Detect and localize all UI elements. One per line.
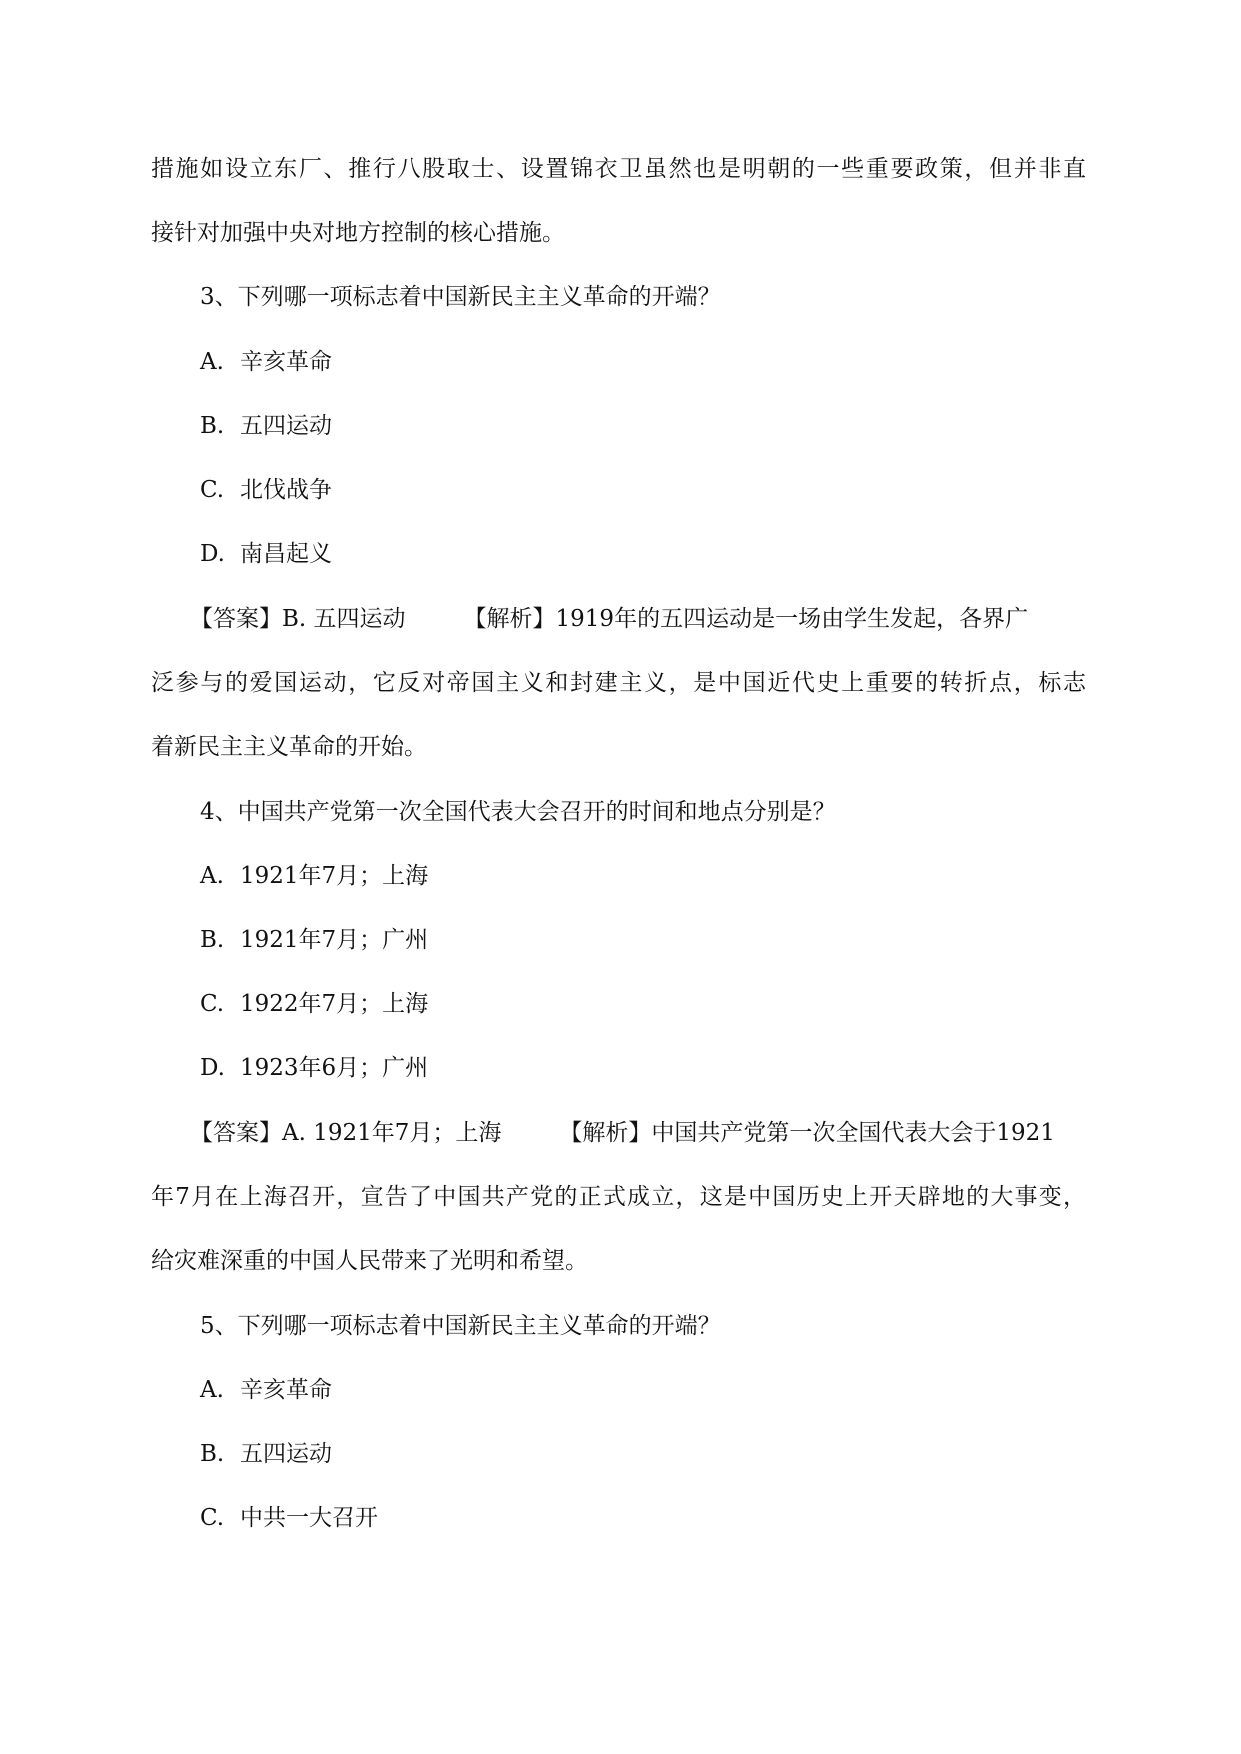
paragraph-line: 泛参与的爱国运动，它反对帝国主义和封建主义，是中国近代史上重要的转折点，标志 — [151, 670, 1086, 696]
paragraph-line: 措施如设立东厂、推行八股取士、设置锦衣卫虽然也是明朝的一些重要政策，但并非直 — [151, 156, 1086, 182]
option-letter: C. — [200, 1505, 225, 1531]
q4-answer-line — [190, 1118, 1055, 1148]
q4-option-d — [200, 1053, 428, 1083]
q5-option-a — [200, 1375, 332, 1405]
q5-option-b — [200, 1439, 332, 1469]
option-letter: C. — [200, 477, 225, 503]
analysis-label: 【解析】 — [463, 606, 556, 632]
paragraph-line: 接针对加强中央对地方控制的核心措施。 — [151, 220, 565, 246]
q3-option-b — [200, 411, 332, 441]
option-text: 南昌起义 — [240, 541, 332, 567]
option-text: 北伐战争 — [240, 477, 332, 503]
option-letter: B. — [200, 413, 225, 439]
option-letter: D. — [200, 541, 225, 567]
answer-value: B. 五四运动 — [282, 606, 406, 632]
option-text: 五四运动 — [240, 1441, 332, 1467]
option-letter: A. — [200, 863, 224, 889]
question-4-text: 4、中国共产党第一次全国代表大会召开的时间和地点分别是？ — [200, 799, 836, 825]
q3-option-d — [200, 539, 332, 569]
option-text: 辛亥革命 — [240, 349, 332, 375]
q4-option-c — [200, 989, 428, 1019]
option-text: 1922年7月；上海 — [240, 991, 429, 1017]
q3-answer-line — [190, 604, 1028, 634]
option-text: 五四运动 — [240, 413, 332, 439]
analysis-text: 中国共产党第一次全国代表大会于1921 — [651, 1120, 1055, 1146]
question-5-text: 5、下列哪一项标志着中国新民主主义革命的开端？ — [200, 1313, 721, 1339]
option-letter: A. — [200, 1377, 224, 1403]
q3-option-c — [200, 475, 332, 505]
option-text: 辛亥革命 — [240, 1377, 332, 1403]
option-text: 中共一大召开 — [240, 1505, 378, 1531]
option-letter: D. — [200, 1055, 225, 1081]
paragraph-line: 着新民主主义革命的开始。 — [151, 734, 427, 760]
question-3-text: 3、下列哪一项标志着中国新民主主义革命的开端？ — [200, 284, 721, 310]
q5-option-c — [200, 1503, 378, 1533]
q3-option-a — [200, 347, 332, 377]
option-text: 1921年7月；上海 — [240, 863, 429, 889]
paragraph-line: 年7月在上海召开，宣告了中国共产党的正式成立，这是中国历史上开天辟地的大事变， — [151, 1184, 1086, 1210]
answer-label: 【答案】 — [190, 1120, 282, 1146]
paragraph-line: 给灾难深重的中国人民带来了光明和希望。 — [151, 1248, 588, 1274]
answer-label: 【答案】 — [190, 606, 282, 632]
option-letter: B. — [200, 927, 225, 953]
analysis-label: 【解析】 — [559, 1120, 652, 1146]
option-letter: A. — [200, 349, 224, 375]
option-letter: B. — [200, 1441, 225, 1467]
q4-option-a — [200, 861, 428, 891]
analysis-text: 1919年的五四运动是一场由学生发起，各界广 — [555, 606, 1029, 632]
q4-option-b — [200, 925, 428, 955]
option-text: 1921年7月；广州 — [240, 927, 429, 953]
option-text: 1923年6月；广州 — [240, 1055, 429, 1081]
answer-value: A. 1921年7月；上海 — [282, 1120, 502, 1146]
option-letter: C. — [200, 991, 225, 1017]
